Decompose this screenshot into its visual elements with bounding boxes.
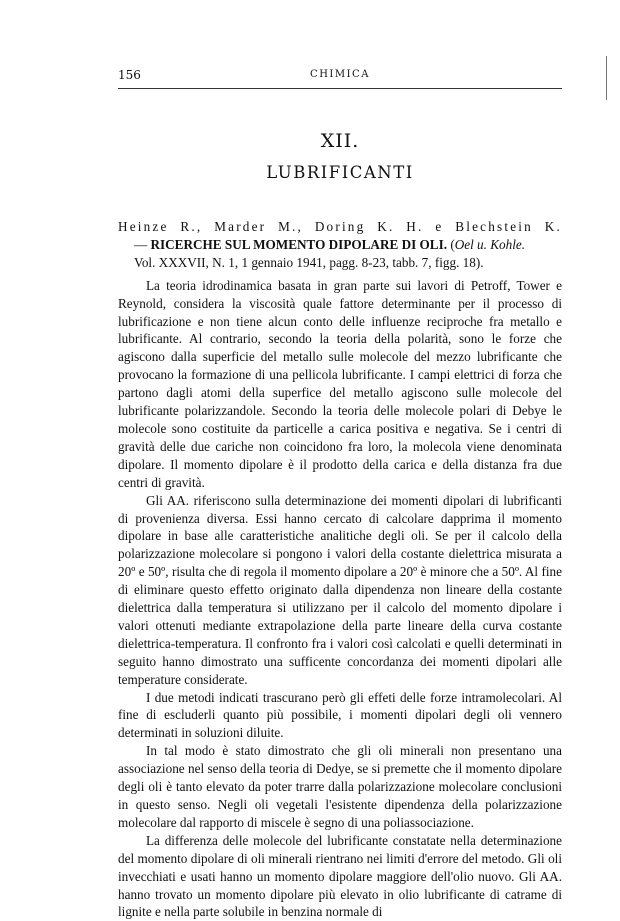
reference-dash: — (134, 236, 148, 252)
chapter-title: LUBRIFICANTI (266, 163, 414, 182)
reference-journal-open: ( (450, 236, 455, 252)
paragraph: La differenza delle molecole del lubrificante constatate nella determinazione del momento dipolare di oli minerali rientrano nei limiti d'errore del metodo. Gli oli invecchiati e usati hanno un momento dipolare maggiore dell'olio nuovo. Gli AA. hanno trovato un momento dipolare più elevato in olio lubrificante di catrame di lignite e nella parte solubile in benzina normale di (118, 832, 562, 920)
reference-title-line (118, 236, 562, 254)
chapter-number: XII. (320, 130, 360, 152)
paragraph: La teoria idrodinamica basata in gran parte sui lavori di Petroff, Tower e Reynold, considera la viscosità quale fattore determinante per il processo di lubrificazione e non tiene alcun conto delle influenze reciproche fra metallo e lubrificante. Al contrario, secondo la teoria della polarità, sono le forze che agiscono dalla superficie del metallo sulle molecole del mezzo lubrificante che provocano la formazione di una pellicola lubrificante. I campi elettrici di forza che partono dagli atomi della superfice del metallo agiscono sulle molecole del lubrificante polarizzandole. Secondo la teoria delle molecole polari di Debye le molecole sono costituite da particelle a carica positiva e negativa. Se i centri di gravità delle due cariche non coincidono fra loro, la molecola viene denominata dipolare. Il momento dipolare è il prodotto della carica e della distanza fra due centri di gravità. (118, 277, 562, 490)
running-title: CHIMICA (310, 69, 370, 80)
running-header (118, 68, 562, 86)
reference-journal: Oel u. Kohle. (454, 236, 526, 252)
reference-details: Vol. XXXVII, N. 1, 1 gennaio 1941, pagg. 8-23, tabb. 7, figg. 18). (134, 254, 484, 270)
bibliographic-reference (118, 218, 562, 272)
paragraph: I due metodi indicati trascurano però gli effeti delle forze intramolecolari. Al fine di escluderli quanto più possibile, i momenti dipolari degli oli vennero determinati in soluzioni diluite. (118, 689, 562, 741)
header-rule (118, 88, 562, 89)
reference-authors: Heinze R., Marder M., Doring K. H. e Blechstein K. (118, 219, 562, 234)
paragraph: In tal modo è stato dimostrato che gli oli minerali non presentano una associazione nel senso della teoria di Dedye, se si premette che il momento dipolare degli oli è tanto elevato da poter trarre dalla polarizzazione molecolare conclusioni in questo senso. Negli oli vegetali l'esistente dipendenza della polarizzazione molecolare dal rapporto di miscele è segno di una poliassociazione. (118, 743, 562, 830)
paragraph: Gli AA. riferiscono sulla determinazione dei momenti dipolari di lubrificanti di provenienza diversa. Essi hanno cercato di calcolare dapprima il momento dipolare in base alle caratteristiche analitiche degli oli. Se per il calcolo della polarizzazione molecolare si pongono i valori della costante dielettrica misurata a 20º e 50º, risulta che di regola il momento dipolare a 20º è minore che a 50º. Al fine di eliminare questo effetto originato dalla dipendenza non lineare della costante dielettrica dalla temperatura si utilizzano per il calcolo del momento dipolare i valori ottenuti mediante extrapolazione della parte lineare della curva costante dielettrica-temperatura. Il confronto fra i valori così calcolati e quelli determinati in seguito hanno dimostrato una sufficente concordanza dei momenti dipolari alle temperature considerate. (118, 492, 562, 687)
reference-title: RICERCHE SUL MOMENTO DIPOLARE DI OLI. (150, 236, 448, 252)
page-number: 156 (118, 68, 141, 82)
scan-edge-mark (606, 56, 607, 100)
article-body (118, 218, 562, 921)
